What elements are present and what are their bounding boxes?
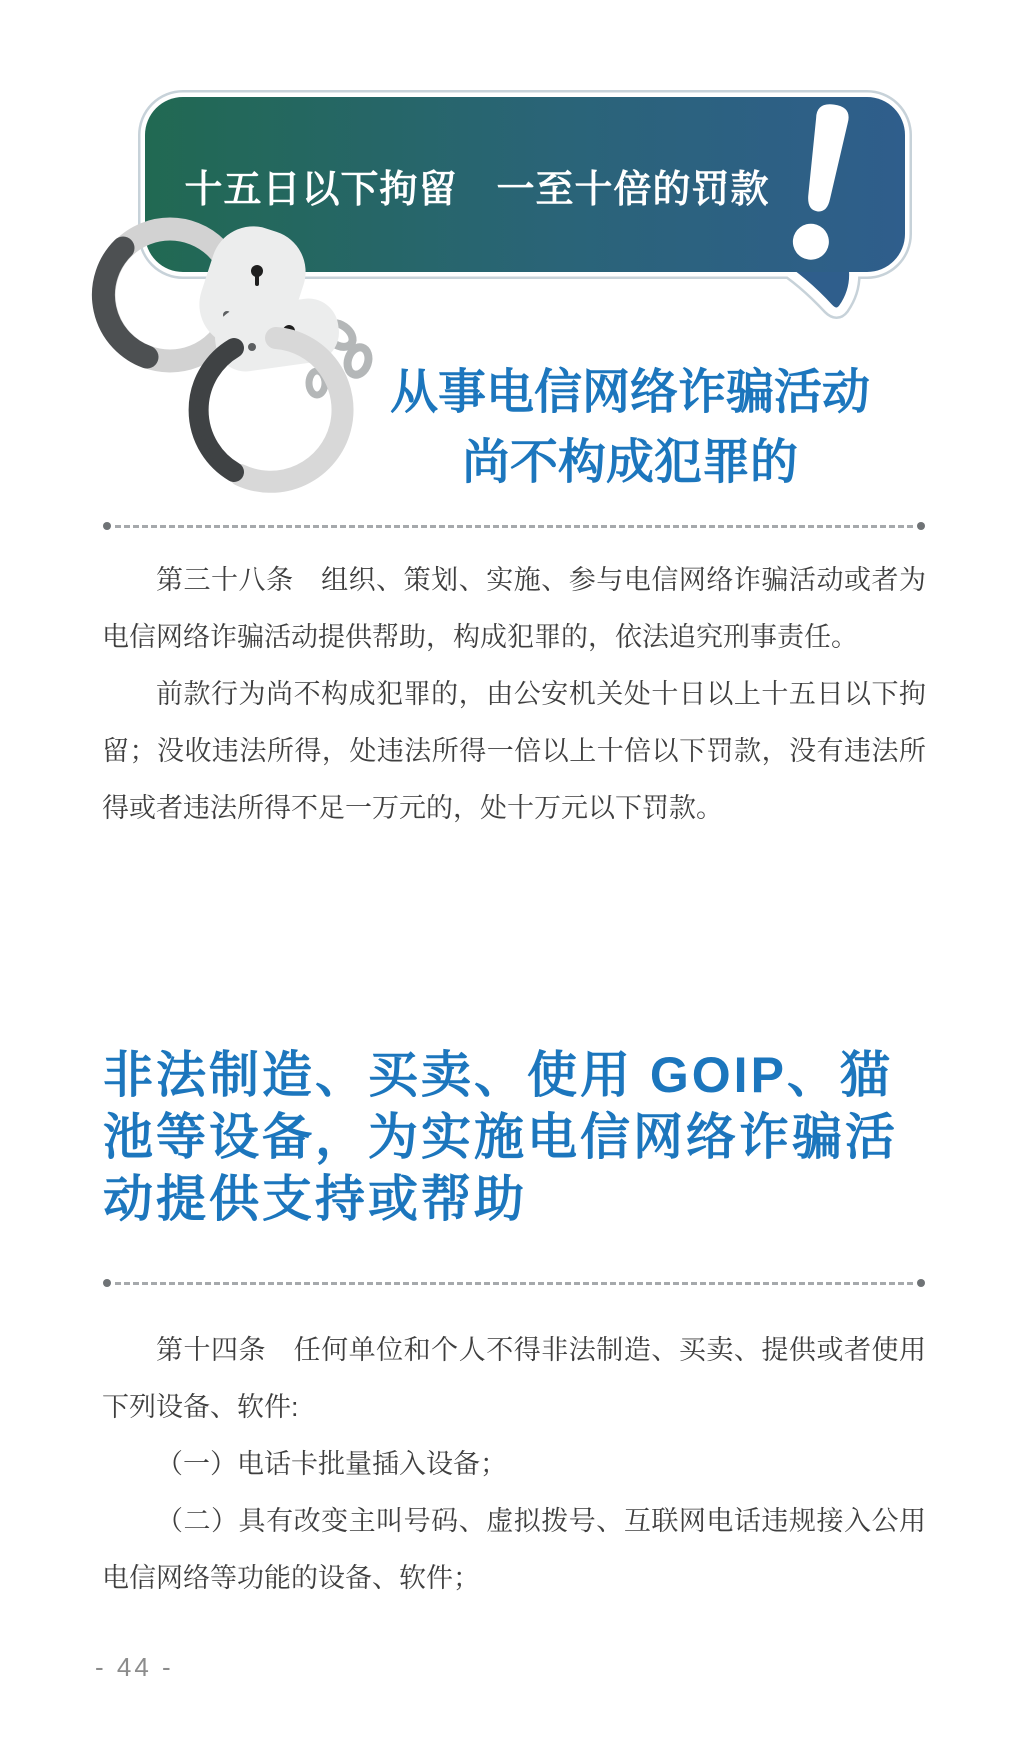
- divider-dot: [103, 1279, 111, 1287]
- divider-dot: [917, 522, 925, 530]
- paragraph-article14: 第十四条 任何单位和个人不得非法制造、买卖、提供或者使用下列设备、软件:: [102, 1335, 926, 1422]
- paragraph-item1: （一）电话卡批量插入设备；: [156, 1449, 507, 1479]
- divider-dot: [103, 522, 111, 530]
- dashed-divider: [103, 1278, 925, 1288]
- section1-body: [102, 552, 926, 837]
- divider-line: [115, 525, 913, 528]
- section1-heading-line2: 尚不构成犯罪的: [461, 436, 798, 489]
- section2-heading: [103, 1044, 963, 1230]
- section2-heading-line2: 池等设备，为实施电信网络诈骗活: [103, 1109, 898, 1165]
- dashed-divider: [103, 521, 925, 531]
- section2-heading-line1: 非法制造、买卖、使用 GOIP、猫: [103, 1047, 893, 1103]
- section1-heading: [340, 358, 920, 498]
- paragraph-article38-penalty: 前款行为尚不构成犯罪的，由公安机关处十日以上十五日以下拘留；没收违法所得，处违法所得一倍以上十倍以下罚款，没有违法所得或者违法所得不足一万元的，处十万元以下罚款。: [102, 679, 926, 823]
- divider-line: [115, 1282, 913, 1285]
- page-number: - 44 -: [95, 1652, 174, 1682]
- section2-heading-line3: 动提供支持或帮助: [103, 1171, 527, 1227]
- banner-title: 十五日以下拘留 一至十倍的罚款: [184, 169, 770, 211]
- paragraph-item2: （二）具有改变主叫号码、虚拟拨号、互联网电话违规接入公用电信网络等功能的设备、软件；: [102, 1506, 926, 1593]
- section2-body: [102, 1322, 926, 1607]
- divider-dot: [917, 1279, 925, 1287]
- handcuffs-icon: [55, 175, 385, 540]
- section1-heading-line1: 从事电信网络诈骗活动: [389, 366, 870, 419]
- paragraph-article38: 第三十八条 组织、策划、实施、参与电信网络诈骗活动或者为电信网络诈骗活动提供帮助，构成犯罪的，依法追究刑事责任。: [102, 565, 926, 652]
